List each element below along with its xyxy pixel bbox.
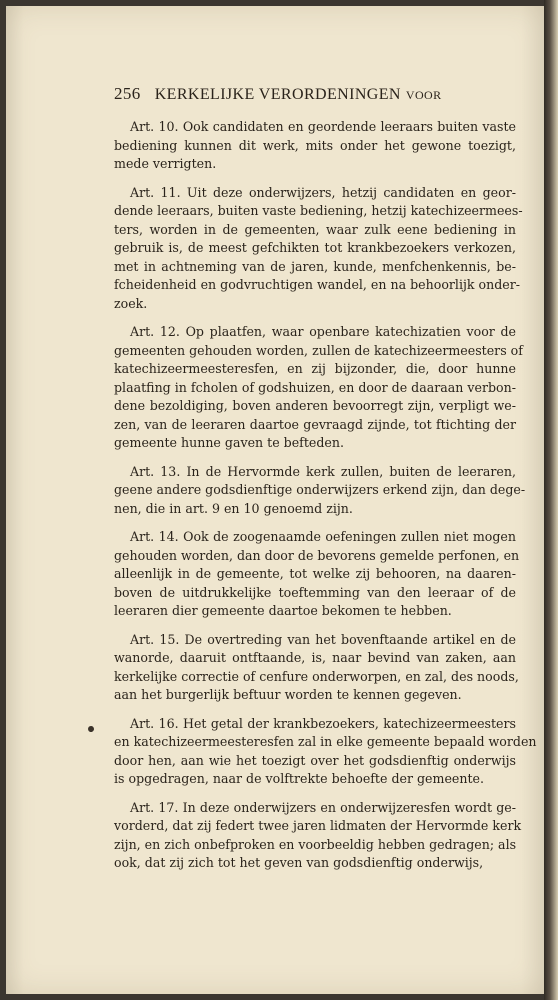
articles-list bbox=[114, 118, 537, 873]
text-line: nen, die in art. 9 en 10 genoemd zijn. bbox=[114, 500, 353, 516]
text-line: Art. 10. Ook candidaten en geordende leeraars buiten vaste bbox=[130, 119, 516, 134]
text-line: mede verrigten. bbox=[114, 156, 217, 171]
article-paragraph bbox=[114, 799, 522, 873]
text-line: zoek. bbox=[114, 295, 148, 311]
text-line: katechizeermeesteresfen, en zij bijzonder, die, door hunne bbox=[114, 361, 516, 376]
text-line: kerkelijke correctie of cenfure onderworpen, en zal, des noods, bbox=[114, 668, 519, 684]
text-line: zen, van de leeraren daartoe gevraagd zijnde, tot ftichting der bbox=[114, 416, 516, 432]
text-line: ook, dat zij zich tot het geven van godsdienftig onderwijs, bbox=[114, 855, 484, 870]
text-line: met in achtneming van de jaren, kunde, menfchenkennis, be- bbox=[114, 258, 516, 274]
text-line: bediening kunnen dit werk, mits onder het gewone toezigt, bbox=[114, 137, 516, 153]
text-line: Art. 15. De overtreding van het bovenftaande artikel en de bbox=[130, 631, 516, 647]
text-line: door hen, aan wie het toezigt over het godsdienftig onderwijs bbox=[114, 752, 516, 768]
text-line: leeraren dier gemeente daartoe bekomen te hebben. bbox=[114, 603, 452, 618]
text-line: vorderd, dat zij federt twee jaren lidmaten der Hervormde kerk bbox=[114, 818, 522, 833]
running-head-title: KERKELIJKE VERORDENINGEN bbox=[154, 86, 401, 103]
text-line: en katechizeermeesteresfen zal in elke gemeente bepaald worden bbox=[114, 734, 537, 749]
article-paragraph bbox=[114, 323, 523, 453]
article-paragraph bbox=[114, 528, 520, 621]
text-line: alleenlijk in de gemeente, tot welke zij behooren, na daaren- bbox=[114, 566, 516, 581]
text-line: dende leeraars, buiten vaste bediening, hetzij katechizeermees- bbox=[114, 203, 523, 218]
text-line: dene bezoldiging, boven anderen bevoorregt zijn, verpligt we- bbox=[114, 398, 516, 413]
page-text-block bbox=[114, 84, 537, 883]
text-line: Art. 17. In deze onderwijzers en onderwijzeresfen wordt ge- bbox=[130, 799, 516, 815]
text-line: Art. 14. Ook de zoogenaamde oefeningen zullen niet mogen bbox=[130, 529, 516, 544]
article-paragraph bbox=[114, 631, 519, 705]
text-line: gehouden worden, dan door de bevorens gemelde perfonen, en bbox=[114, 547, 520, 563]
article-paragraph bbox=[114, 184, 523, 314]
article-paragraph bbox=[114, 118, 516, 174]
page-number: 256 bbox=[114, 84, 141, 103]
running-header bbox=[114, 84, 516, 104]
text-line: aan het burgerlijk beftuur worden te kennen gegeven. bbox=[114, 687, 462, 702]
article-paragraph bbox=[114, 463, 526, 519]
text-line: zijn, en zich onbefproken en voorbeeldig hebben gedragen; als bbox=[114, 836, 517, 852]
article-paragraph bbox=[114, 715, 537, 789]
text-line: Art. 13. In de Hervormde kerk zullen, buiten de leeraren, bbox=[130, 463, 516, 479]
running-head-tail: VOOR bbox=[405, 88, 442, 102]
text-line: is opgedragen, naar de volftrekte behoefte der gemeente. bbox=[114, 771, 484, 786]
text-line: wanorde, daaruit ontftaande, is, naar bevind van zaken, aan bbox=[114, 650, 516, 665]
text-line: gemeenten gehouden worden, zullen de katechizeermeesters of bbox=[114, 342, 523, 358]
page-edge-shadow bbox=[544, 0, 558, 1000]
text-line: Art. 12. Op plaatfen, waar openbare katechizatien voor de bbox=[130, 324, 516, 339]
text-line: Art. 11. Uit deze onderwijzers, hetzij candidaten en geor- bbox=[130, 184, 516, 200]
text-line: gemeente hunne gaven te befteden. bbox=[114, 435, 344, 450]
text-line: fcheidenheid en godvruchtigen wandel, en na behoorlijk onder- bbox=[114, 277, 521, 292]
text-line: plaatfing in fcholen of godshuizen, en door de daaraan verbon- bbox=[114, 379, 516, 395]
text-line: ters, worden in de gemeenten, waar zulk eene bediening in bbox=[114, 221, 516, 237]
text-line: Art. 16. Het getal der krankbezoekers, katechizeermeesters bbox=[130, 715, 516, 731]
text-line: geene andere godsdienftige onderwijzers erkend zijn, dan dege- bbox=[114, 482, 526, 497]
text-line: gebruik is, de meest gefchikten tot krankbezoekers verkozen, bbox=[114, 240, 516, 255]
text-line: boven de uitdrukkelijke toeftemming van den leeraar of de bbox=[114, 584, 516, 600]
